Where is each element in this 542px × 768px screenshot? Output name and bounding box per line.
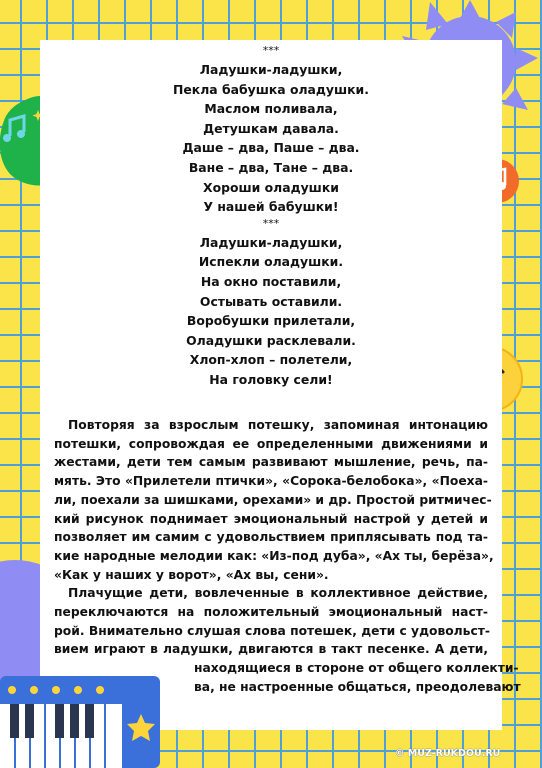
poem-line: Остывать оставили. [199,293,343,309]
poem-line: Оладушки расклевали. [186,332,356,348]
text-line: вием играют в ладушки, двигаются в такт песенке. А дети, [54,642,488,657]
text-line: Плачущие дети, вовлеченные в коллективное действие, [68,586,488,601]
text-line: «Как у наших у ворот», «Ах вы, сени». [54,567,329,582]
poem-line: У нашей бабушки! [203,199,339,215]
poem-line: Испекли оладушки. [198,254,344,270]
poem-line: Воробушки прилетали, [186,313,356,329]
poem-line: Ване – два, Тане – два. [188,159,354,175]
text-line: ли, поехали за шишками, орехами» и др. Простой ритмичес- [54,492,492,507]
poem-line: Ладушки-ладушки, [199,234,343,250]
poem-separator: *** [262,44,280,57]
watermark: © MUZ-RUKDOU.RU [395,748,501,759]
text-line: переключаются на положительный эмоциональный наст- [54,605,488,620]
text-line: жестами, дети тем самым развивают мышление, речь, па- [54,455,488,470]
poem-line: Детушкам давала. [203,120,339,136]
text-line: находящиеся в стороне от общего коллекти- [194,661,519,676]
poem-line: Хлоп-хлоп – полетели, [189,352,353,368]
piano-keys-icon [0,668,160,768]
text-line: мять. Это «Прилетели птички», «Сорока-белобока», «Поеха- [54,474,488,489]
poem-line: Маслом поливала, [204,101,338,117]
text-line: Повторяя за взрослым потешку, запоминая интонацию [68,418,488,432]
poem-line: На окно поставили, [200,273,342,289]
poem-line: Хороши оладушки [203,179,339,195]
text-line: потешки, сопровождая ее определенными движениями и [54,436,488,451]
text-line: рой. Внимательно слушая слова потешек, дети с удовольст- [54,623,490,638]
text-line: ва, не настроенные общаться, преодолевают [194,679,521,694]
poem-line: На головку сели! [209,371,333,387]
poem-line: Ладушки-ладушки, [199,62,343,77]
poem-line: Даше – два, Паше – два. [182,140,360,156]
poem-separator: *** [262,216,280,230]
poem-line: Пекла бабушка оладушки. [173,81,369,97]
text-line: позволяет им самим с удовольствием приплясывать под та- [54,530,488,545]
body-text [40,416,521,697]
text-line: кие народные мелодии как: «Из-под дуба», «Ах ты, берёза», [54,548,494,563]
poem [40,44,502,390]
text-line: кий рисунок поднимает эмоциональный настрой у детей и [54,511,488,526]
